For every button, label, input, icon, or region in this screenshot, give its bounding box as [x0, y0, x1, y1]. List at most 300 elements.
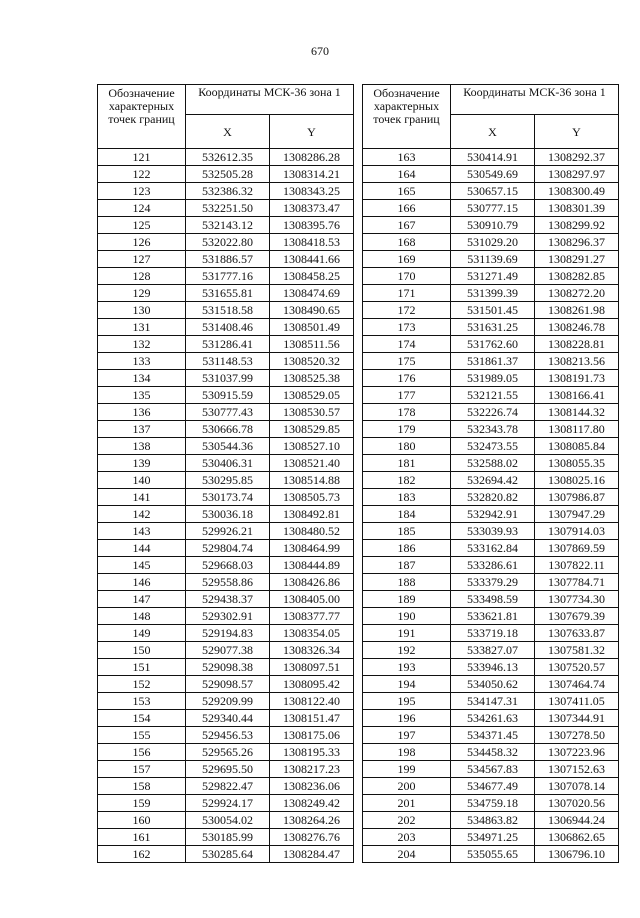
x-coordinate-cell: 530666.78 [186, 421, 270, 438]
table-row [98, 778, 354, 795]
x-coordinate-cell: 531655.81 [186, 285, 270, 302]
x-coordinate-cell: 533162.84 [451, 540, 535, 557]
y-coordinate-cell: 1307520.57 [535, 659, 619, 676]
x-coordinate-cell: 531148.53 [186, 353, 270, 370]
point-number-cell: 180 [363, 438, 451, 455]
y-coordinate-cell: 1308444.89 [270, 557, 354, 574]
point-number-cell: 138 [98, 438, 186, 455]
point-number-cell: 183 [363, 489, 451, 506]
point-number-cell: 150 [98, 642, 186, 659]
x-coordinate-cell: 533498.59 [451, 591, 535, 608]
y-coordinate-cell: 1308297.97 [535, 166, 619, 183]
table-row [98, 727, 354, 744]
y-coordinate-cell: 1308505.73 [270, 489, 354, 506]
table-row [363, 506, 619, 523]
table-row [363, 693, 619, 710]
point-number-cell: 146 [98, 574, 186, 591]
point-number-cell: 187 [363, 557, 451, 574]
y-coordinate-cell: 1308458.25 [270, 268, 354, 285]
point-number-cell: 165 [363, 183, 451, 200]
x-coordinate-cell: 531408.46 [186, 319, 270, 336]
point-number-cell: 161 [98, 829, 186, 846]
y-coordinate-cell: 1308492.81 [270, 506, 354, 523]
header-coords: Координаты МСК-36 зона 1 [451, 85, 619, 115]
y-coordinate-cell: 1308426.86 [270, 574, 354, 591]
point-number-cell: 167 [363, 217, 451, 234]
y-coordinate-cell: 1307914.03 [535, 523, 619, 540]
point-number-cell: 140 [98, 472, 186, 489]
point-number-cell: 129 [98, 285, 186, 302]
y-coordinate-cell: 1307784.71 [535, 574, 619, 591]
y-coordinate-cell: 1308246.78 [535, 319, 619, 336]
table-row [363, 778, 619, 795]
point-number-cell: 190 [363, 608, 451, 625]
point-number-cell: 171 [363, 285, 451, 302]
y-coordinate-cell: 1308272.20 [535, 285, 619, 302]
point-number-cell: 148 [98, 608, 186, 625]
point-number-cell: 173 [363, 319, 451, 336]
point-number-cell: 203 [363, 829, 451, 846]
y-coordinate-cell: 1308217.23 [270, 761, 354, 778]
table-row [98, 744, 354, 761]
point-number-cell: 204 [363, 846, 451, 863]
point-number-cell: 166 [363, 200, 451, 217]
table-row [363, 319, 619, 336]
table-row [363, 268, 619, 285]
point-number-cell: 170 [363, 268, 451, 285]
x-coordinate-cell: 529456.53 [186, 727, 270, 744]
x-coordinate-cell: 530054.02 [186, 812, 270, 829]
y-coordinate-cell: 1307344.91 [535, 710, 619, 727]
table-row [363, 200, 619, 217]
x-coordinate-cell: 529098.57 [186, 676, 270, 693]
y-coordinate-cell: 1308228.81 [535, 336, 619, 353]
x-coordinate-cell: 530406.31 [186, 455, 270, 472]
point-number-cell: 192 [363, 642, 451, 659]
y-coordinate-cell: 1308264.26 [270, 812, 354, 829]
x-coordinate-cell: 532694.42 [451, 472, 535, 489]
y-coordinate-cell: 1307581.32 [535, 642, 619, 659]
point-number-cell: 157 [98, 761, 186, 778]
x-coordinate-cell: 532251.50 [186, 200, 270, 217]
point-number-cell: 154 [98, 710, 186, 727]
x-coordinate-cell: 534863.82 [451, 812, 535, 829]
point-number-cell: 194 [363, 676, 451, 693]
x-coordinate-cell: 534147.31 [451, 693, 535, 710]
point-number-cell: 188 [363, 574, 451, 591]
x-coordinate-cell: 529695.50 [186, 761, 270, 778]
y-coordinate-cell: 1308191.73 [535, 370, 619, 387]
x-coordinate-cell: 529558.86 [186, 574, 270, 591]
point-number-cell: 177 [363, 387, 451, 404]
table-row [98, 319, 354, 336]
point-number-cell: 123 [98, 183, 186, 200]
table-row [98, 251, 354, 268]
y-coordinate-cell: 1308213.56 [535, 353, 619, 370]
table-row [98, 438, 354, 455]
table-row [98, 472, 354, 489]
y-coordinate-cell: 1307947.29 [535, 506, 619, 523]
page-number: 670 [311, 44, 329, 58]
point-number-cell: 199 [363, 761, 451, 778]
table-row [363, 370, 619, 387]
y-coordinate-cell: 1308343.25 [270, 183, 354, 200]
point-number-cell: 144 [98, 540, 186, 557]
y-coordinate-cell: 1307734.30 [535, 591, 619, 608]
y-coordinate-cell: 1308097.51 [270, 659, 354, 676]
header-y: Y [535, 115, 619, 149]
table-row [98, 234, 354, 251]
y-coordinate-cell: 1308236.06 [270, 778, 354, 795]
table-row [98, 217, 354, 234]
point-number-cell: 198 [363, 744, 451, 761]
point-number-cell: 159 [98, 795, 186, 812]
y-coordinate-cell: 1308395.76 [270, 217, 354, 234]
y-coordinate-cell: 1307152.63 [535, 761, 619, 778]
table-row [363, 285, 619, 302]
x-coordinate-cell: 530777.43 [186, 404, 270, 421]
table-row [98, 387, 354, 404]
y-coordinate-cell: 1308296.37 [535, 234, 619, 251]
x-coordinate-cell: 533286.61 [451, 557, 535, 574]
table-row [98, 761, 354, 778]
y-coordinate-cell: 1307679.39 [535, 608, 619, 625]
x-coordinate-cell: 532022.80 [186, 234, 270, 251]
y-coordinate-cell: 1308144.32 [535, 404, 619, 421]
table-row [98, 149, 354, 166]
table-row [363, 149, 619, 166]
x-coordinate-cell: 530173.74 [186, 489, 270, 506]
x-coordinate-cell: 531286.41 [186, 336, 270, 353]
x-coordinate-cell: 534567.83 [451, 761, 535, 778]
point-number-cell: 164 [363, 166, 451, 183]
table-row [98, 829, 354, 846]
point-number-cell: 121 [98, 149, 186, 166]
table-row [98, 370, 354, 387]
table-row [363, 642, 619, 659]
y-coordinate-cell: 1308373.47 [270, 200, 354, 217]
y-coordinate-cell: 1307020.56 [535, 795, 619, 812]
coordinates-table-right [362, 84, 619, 863]
table-row [363, 387, 619, 404]
x-coordinate-cell: 533379.29 [451, 574, 535, 591]
y-coordinate-cell: 1308261.98 [535, 302, 619, 319]
point-number-cell: 149 [98, 625, 186, 642]
table-row [363, 829, 619, 846]
x-coordinate-cell: 534677.49 [451, 778, 535, 795]
table-row [363, 710, 619, 727]
y-coordinate-cell: 1308166.41 [535, 387, 619, 404]
table-row [363, 234, 619, 251]
table-row [363, 421, 619, 438]
point-number-cell: 186 [363, 540, 451, 557]
x-coordinate-cell: 531037.99 [186, 370, 270, 387]
x-coordinate-cell: 531029.20 [451, 234, 535, 251]
y-coordinate-cell: 1308326.34 [270, 642, 354, 659]
y-coordinate-cell: 1308480.52 [270, 523, 354, 540]
point-number-cell: 153 [98, 693, 186, 710]
x-coordinate-cell: 534458.32 [451, 744, 535, 761]
y-coordinate-cell: 1307464.74 [535, 676, 619, 693]
x-coordinate-cell: 530295.85 [186, 472, 270, 489]
x-coordinate-cell: 532143.12 [186, 217, 270, 234]
table-row [363, 438, 619, 455]
y-coordinate-cell: 1308464.99 [270, 540, 354, 557]
x-coordinate-cell: 532343.78 [451, 421, 535, 438]
point-number-cell: 130 [98, 302, 186, 319]
table-row [98, 591, 354, 608]
table-row [363, 608, 619, 625]
point-number-cell: 197 [363, 727, 451, 744]
table-row [98, 506, 354, 523]
x-coordinate-cell: 534759.18 [451, 795, 535, 812]
table-row [363, 489, 619, 506]
y-coordinate-cell: 1308025.16 [535, 472, 619, 489]
x-coordinate-cell: 534971.25 [451, 829, 535, 846]
y-coordinate-cell: 1308529.05 [270, 387, 354, 404]
y-coordinate-cell: 1307986.87 [535, 489, 619, 506]
point-number-cell: 202 [363, 812, 451, 829]
table-row [363, 523, 619, 540]
x-coordinate-cell: 531139.69 [451, 251, 535, 268]
point-number-cell: 134 [98, 370, 186, 387]
point-number-cell: 141 [98, 489, 186, 506]
table-row [98, 268, 354, 285]
point-number-cell: 178 [363, 404, 451, 421]
header-point: Обозначение характерных точек границ [363, 85, 451, 149]
x-coordinate-cell: 530915.59 [186, 387, 270, 404]
table-body-right [363, 149, 619, 863]
table-row [363, 540, 619, 557]
x-coordinate-cell: 534261.63 [451, 710, 535, 727]
point-number-cell: 160 [98, 812, 186, 829]
point-number-cell: 169 [363, 251, 451, 268]
table-row [98, 302, 354, 319]
y-coordinate-cell: 1308085.84 [535, 438, 619, 455]
x-coordinate-cell: 533946.13 [451, 659, 535, 676]
y-coordinate-cell: 1308300.49 [535, 183, 619, 200]
y-coordinate-cell: 1308501.49 [270, 319, 354, 336]
x-coordinate-cell: 531762.60 [451, 336, 535, 353]
table-row [98, 455, 354, 472]
x-coordinate-cell: 529194.83 [186, 625, 270, 642]
y-coordinate-cell: 1308377.77 [270, 608, 354, 625]
point-number-cell: 142 [98, 506, 186, 523]
x-coordinate-cell: 529077.38 [186, 642, 270, 659]
point-number-cell: 133 [98, 353, 186, 370]
x-coordinate-cell: 531989.05 [451, 370, 535, 387]
y-coordinate-cell: 1308301.39 [535, 200, 619, 217]
table-row [363, 183, 619, 200]
table-row [363, 302, 619, 319]
point-number-cell: 176 [363, 370, 451, 387]
point-number-cell: 122 [98, 166, 186, 183]
table-row [98, 421, 354, 438]
table-body-left [98, 149, 354, 863]
x-coordinate-cell: 531631.25 [451, 319, 535, 336]
point-number-cell: 151 [98, 659, 186, 676]
point-number-cell: 174 [363, 336, 451, 353]
x-coordinate-cell: 531861.37 [451, 353, 535, 370]
y-coordinate-cell: 1308286.28 [270, 149, 354, 166]
table-row [98, 166, 354, 183]
table-row [98, 540, 354, 557]
table-row [98, 353, 354, 370]
x-coordinate-cell: 530549.69 [451, 166, 535, 183]
point-number-cell: 137 [98, 421, 186, 438]
point-number-cell: 185 [363, 523, 451, 540]
table-row [98, 846, 354, 863]
point-number-cell: 124 [98, 200, 186, 217]
table-row [98, 523, 354, 540]
y-coordinate-cell: 1308195.33 [270, 744, 354, 761]
y-coordinate-cell: 1308474.69 [270, 285, 354, 302]
y-coordinate-cell: 1308405.00 [270, 591, 354, 608]
table-row [363, 251, 619, 268]
table-row [98, 642, 354, 659]
point-number-cell: 126 [98, 234, 186, 251]
point-number-cell: 189 [363, 591, 451, 608]
table-row [363, 591, 619, 608]
table-row [363, 761, 619, 778]
header-x: X [186, 115, 270, 149]
coordinates-table-left [97, 84, 354, 863]
table-row [98, 336, 354, 353]
point-number-cell: 128 [98, 268, 186, 285]
x-coordinate-cell: 532588.02 [451, 455, 535, 472]
x-coordinate-cell: 531271.49 [451, 268, 535, 285]
point-number-cell: 135 [98, 387, 186, 404]
x-coordinate-cell: 533039.93 [451, 523, 535, 540]
y-coordinate-cell: 1308282.85 [535, 268, 619, 285]
y-coordinate-cell: 1308441.66 [270, 251, 354, 268]
table-row [363, 676, 619, 693]
x-coordinate-cell: 532386.32 [186, 183, 270, 200]
x-coordinate-cell: 530657.15 [451, 183, 535, 200]
table-row [363, 557, 619, 574]
table-row [363, 744, 619, 761]
x-coordinate-cell: 529340.44 [186, 710, 270, 727]
table-row [363, 336, 619, 353]
x-coordinate-cell: 529098.38 [186, 659, 270, 676]
x-coordinate-cell: 529302.91 [186, 608, 270, 625]
table-row [363, 455, 619, 472]
table-row [98, 557, 354, 574]
table-row [98, 795, 354, 812]
x-coordinate-cell: 530185.99 [186, 829, 270, 846]
x-coordinate-cell: 530285.64 [186, 846, 270, 863]
table-row [98, 489, 354, 506]
point-number-cell: 145 [98, 557, 186, 574]
table-row [363, 846, 619, 863]
point-number-cell: 125 [98, 217, 186, 234]
y-coordinate-cell: 1308175.06 [270, 727, 354, 744]
table-row [363, 625, 619, 642]
x-coordinate-cell: 531886.57 [186, 251, 270, 268]
y-coordinate-cell: 1307633.87 [535, 625, 619, 642]
x-coordinate-cell: 529926.21 [186, 523, 270, 540]
table-row [98, 183, 354, 200]
x-coordinate-cell: 535055.65 [451, 846, 535, 863]
table-row [98, 285, 354, 302]
x-coordinate-cell: 530910.79 [451, 217, 535, 234]
table-row [98, 812, 354, 829]
y-coordinate-cell: 1308292.37 [535, 149, 619, 166]
x-coordinate-cell: 529565.26 [186, 744, 270, 761]
table-row [98, 404, 354, 421]
point-number-cell: 201 [363, 795, 451, 812]
header-x: X [451, 115, 535, 149]
x-coordinate-cell: 532226.74 [451, 404, 535, 421]
y-coordinate-cell: 1306944.24 [535, 812, 619, 829]
table-row [98, 574, 354, 591]
y-coordinate-cell: 1308291.27 [535, 251, 619, 268]
y-coordinate-cell: 1307278.50 [535, 727, 619, 744]
point-number-cell: 172 [363, 302, 451, 319]
point-number-cell: 163 [363, 149, 451, 166]
x-coordinate-cell: 531518.58 [186, 302, 270, 319]
y-coordinate-cell: 1308095.42 [270, 676, 354, 693]
table-row [363, 166, 619, 183]
point-number-cell: 143 [98, 523, 186, 540]
table-row [363, 472, 619, 489]
x-coordinate-cell: 529822.47 [186, 778, 270, 795]
y-coordinate-cell: 1308249.42 [270, 795, 354, 812]
y-coordinate-cell: 1308354.05 [270, 625, 354, 642]
point-number-cell: 182 [363, 472, 451, 489]
y-coordinate-cell: 1308276.76 [270, 829, 354, 846]
y-coordinate-cell: 1306796.10 [535, 846, 619, 863]
x-coordinate-cell: 530414.91 [451, 149, 535, 166]
point-number-cell: 132 [98, 336, 186, 353]
y-coordinate-cell: 1308490.65 [270, 302, 354, 319]
point-number-cell: 191 [363, 625, 451, 642]
point-number-cell: 147 [98, 591, 186, 608]
point-number-cell: 162 [98, 846, 186, 863]
y-coordinate-cell: 1308299.92 [535, 217, 619, 234]
point-number-cell: 127 [98, 251, 186, 268]
point-number-cell: 136 [98, 404, 186, 421]
y-coordinate-cell: 1308520.32 [270, 353, 354, 370]
point-number-cell: 156 [98, 744, 186, 761]
point-number-cell: 168 [363, 234, 451, 251]
x-coordinate-cell: 529209.99 [186, 693, 270, 710]
table-row [363, 727, 619, 744]
point-number-cell: 193 [363, 659, 451, 676]
y-coordinate-cell: 1308117.80 [535, 421, 619, 438]
point-number-cell: 155 [98, 727, 186, 744]
y-coordinate-cell: 1307869.59 [535, 540, 619, 557]
point-number-cell: 175 [363, 353, 451, 370]
x-coordinate-cell: 531501.45 [451, 302, 535, 319]
x-coordinate-cell: 530777.15 [451, 200, 535, 217]
x-coordinate-cell: 530544.36 [186, 438, 270, 455]
y-coordinate-cell: 1308525.38 [270, 370, 354, 387]
point-number-cell: 131 [98, 319, 186, 336]
x-coordinate-cell: 532473.55 [451, 438, 535, 455]
table-row [363, 795, 619, 812]
table-row [363, 574, 619, 591]
point-number-cell: 139 [98, 455, 186, 472]
x-coordinate-cell: 530036.18 [186, 506, 270, 523]
header-point: Обозначение характерных точек границ [98, 85, 186, 149]
x-coordinate-cell: 532942.91 [451, 506, 535, 523]
point-number-cell: 181 [363, 455, 451, 472]
x-coordinate-cell: 532612.35 [186, 149, 270, 166]
header-y: Y [270, 115, 354, 149]
y-coordinate-cell: 1308527.10 [270, 438, 354, 455]
point-number-cell: 195 [363, 693, 451, 710]
